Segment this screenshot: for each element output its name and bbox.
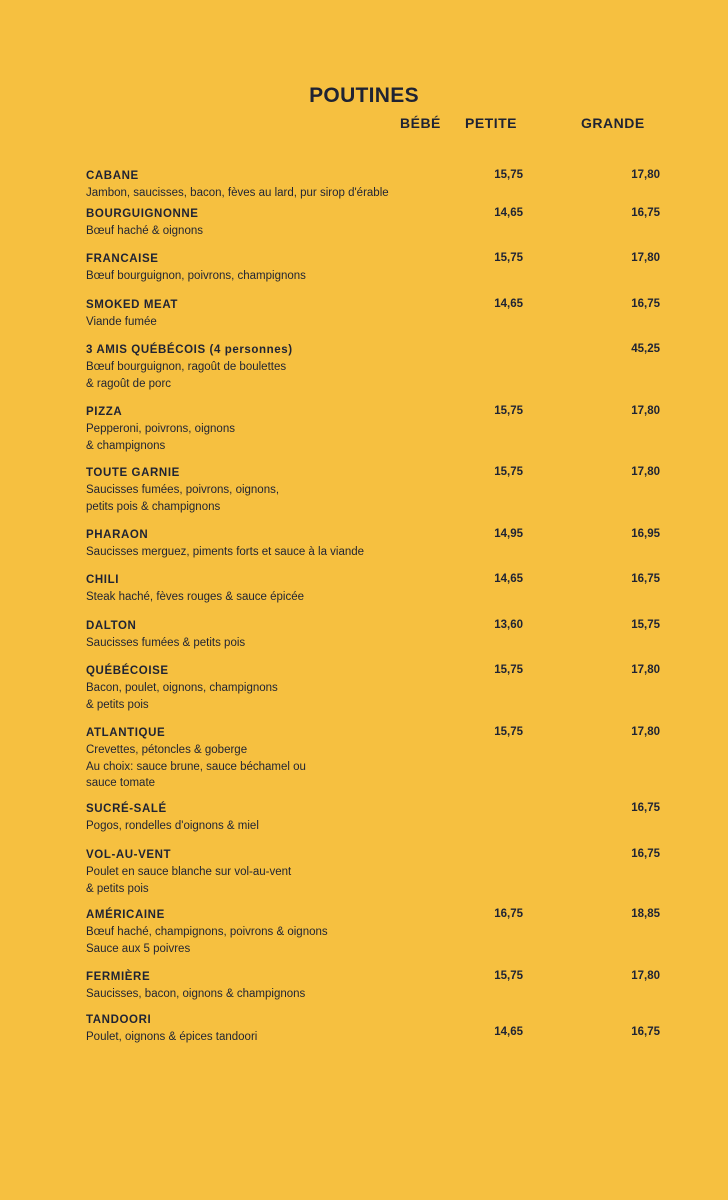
column-header-grande: GRANDE (581, 115, 645, 131)
price-petite: 15,75 (494, 664, 523, 676)
menu-item-description (86, 421, 235, 454)
menu-item-name: SUCRÉ-SALÉ (86, 803, 167, 815)
menu-item-description (86, 818, 259, 835)
price-grande: 17,80 (631, 466, 660, 478)
menu-item-description (86, 314, 157, 331)
price-petite: 14,65 (494, 1026, 523, 1038)
menu-item-name: PIZZA (86, 406, 123, 418)
description-line: Jambon, saucisses, bacon, fèves au lard, pur sirop d'érable (86, 187, 389, 199)
menu-item-description (86, 482, 279, 515)
price-grande: 18,85 (631, 908, 660, 920)
menu-item-description (86, 589, 304, 606)
price-grande: 16,95 (631, 528, 660, 540)
menu-item-description (86, 185, 389, 202)
menu-item-description (86, 680, 278, 713)
menu-item-description (86, 1029, 257, 1046)
price-petite: 15,75 (494, 169, 523, 181)
menu-item-name: ATLANTIQUE (86, 727, 166, 739)
menu-item-name: VOL-AU-VENT (86, 849, 172, 861)
menu-item-name: FERMIÈRE (86, 971, 151, 983)
price-grande: 16,75 (631, 848, 660, 860)
price-grande: 16,75 (631, 1026, 660, 1038)
price-grande: 17,80 (631, 169, 660, 181)
price-petite: 14,95 (494, 528, 523, 540)
description-line: Au choix: sauce brune, sauce béchamel ou (86, 760, 306, 773)
menu-item-name: TOUTE GARNIE (86, 467, 180, 479)
price-petite: 13,60 (494, 619, 523, 631)
description-line: Poulet en sauce blanche sur vol-au-vent (86, 866, 292, 878)
description-line: Bœuf haché, champignons, poivrons & oignons (86, 926, 328, 938)
price-petite: 15,75 (494, 970, 523, 982)
price-grande: 15,75 (631, 619, 660, 631)
description-line: Pepperoni, poivrons, oignons (86, 423, 235, 435)
price-grande: 17,80 (631, 405, 660, 417)
description-line: Crevettes, pétoncles & goberge (86, 744, 248, 756)
price-grande: 17,80 (631, 726, 660, 738)
price-petite: 14,65 (494, 298, 523, 310)
page-title: POUTINES (309, 84, 419, 107)
price-petite: 14,65 (494, 573, 523, 585)
price-grande: 17,80 (631, 664, 660, 676)
description-line: Viande fumée (86, 316, 157, 328)
description-line: Steak haché, fèves rouges & sauce épicée (86, 591, 305, 603)
menu-item-name: FRANCAISE (86, 253, 159, 265)
price-grande: 16,75 (631, 802, 660, 814)
price-grande: 45,25 (631, 343, 660, 355)
menu-item-name: DALTON (86, 620, 137, 632)
description-line: Sauce aux 5 poivres (86, 942, 191, 955)
description-line: Bœuf haché & oignons (86, 225, 203, 237)
menu-item-name: BOURGUIGNONNE (86, 208, 199, 220)
price-grande: 17,80 (631, 252, 660, 264)
description-line: sauce tomate (86, 777, 156, 789)
price-petite: 15,75 (494, 252, 523, 264)
price-petite: 16,75 (494, 908, 523, 920)
description-line: Bacon, poulet, oignons, champignons (86, 682, 278, 694)
menu-item-description (86, 544, 364, 561)
menu-item-name: QUÉBÉCOISE (86, 665, 169, 677)
price-petite: 15,75 (494, 405, 523, 417)
description-line: & petits pois (86, 698, 149, 711)
price-grande: 16,75 (631, 573, 660, 585)
menu-item-name: PHARAON (86, 529, 149, 541)
menu-item-name: SMOKED MEAT (86, 299, 178, 311)
menu-item-name: 3 AMIS QUÉBÉCOIS (4 personnes) (86, 344, 293, 356)
menu-item-description (86, 986, 305, 1003)
menu-item-name: CABANE (86, 170, 139, 182)
menu-item-description (86, 223, 203, 240)
price-grande: 17,80 (631, 970, 660, 982)
description-line: Saucisses fumées, poivrons, oignons, (86, 484, 280, 496)
menu-item-description (86, 268, 306, 285)
price-petite: 15,75 (494, 726, 523, 738)
description-line: Poulet, oignons & épices tandoori (86, 1031, 258, 1043)
menu-item-name: AMÉRICAINE (86, 909, 165, 921)
menu-item-description (86, 635, 245, 652)
menu-item-description (86, 864, 291, 897)
description-line: Pogos, rondelles d'oignons & miel (86, 820, 259, 832)
menu-item-description (86, 742, 306, 792)
menu-item-description (86, 359, 286, 392)
price-petite: 14,65 (494, 207, 523, 219)
description-line: Saucisses fumées & petits pois (86, 637, 246, 649)
price-grande: 16,75 (631, 207, 660, 219)
column-header-petite: PETITE (465, 115, 518, 131)
description-line: Bœuf bourguignon, poivrons, champignons (86, 270, 306, 282)
description-line: Saucisses merguez, piments forts et sauce à la viande (86, 546, 365, 558)
menu-item-description (86, 924, 328, 957)
description-line: Bœuf bourguignon, ragoût de boulettes (86, 361, 287, 373)
description-line: Saucisses, bacon, oignons & champignons (86, 988, 306, 1000)
description-line: & petits pois (86, 882, 149, 895)
menu-item-name: TANDOORI (86, 1014, 152, 1026)
description-line: & ragoût de porc (86, 377, 172, 390)
menu-item-name: CHILI (86, 574, 120, 586)
description-line: petits pois & champignons (86, 500, 221, 513)
column-header-bebe: BÉBÉ (400, 115, 441, 131)
price-grande: 16,75 (631, 298, 660, 310)
description-line: & champignons (86, 439, 166, 452)
price-petite: 15,75 (494, 466, 523, 478)
